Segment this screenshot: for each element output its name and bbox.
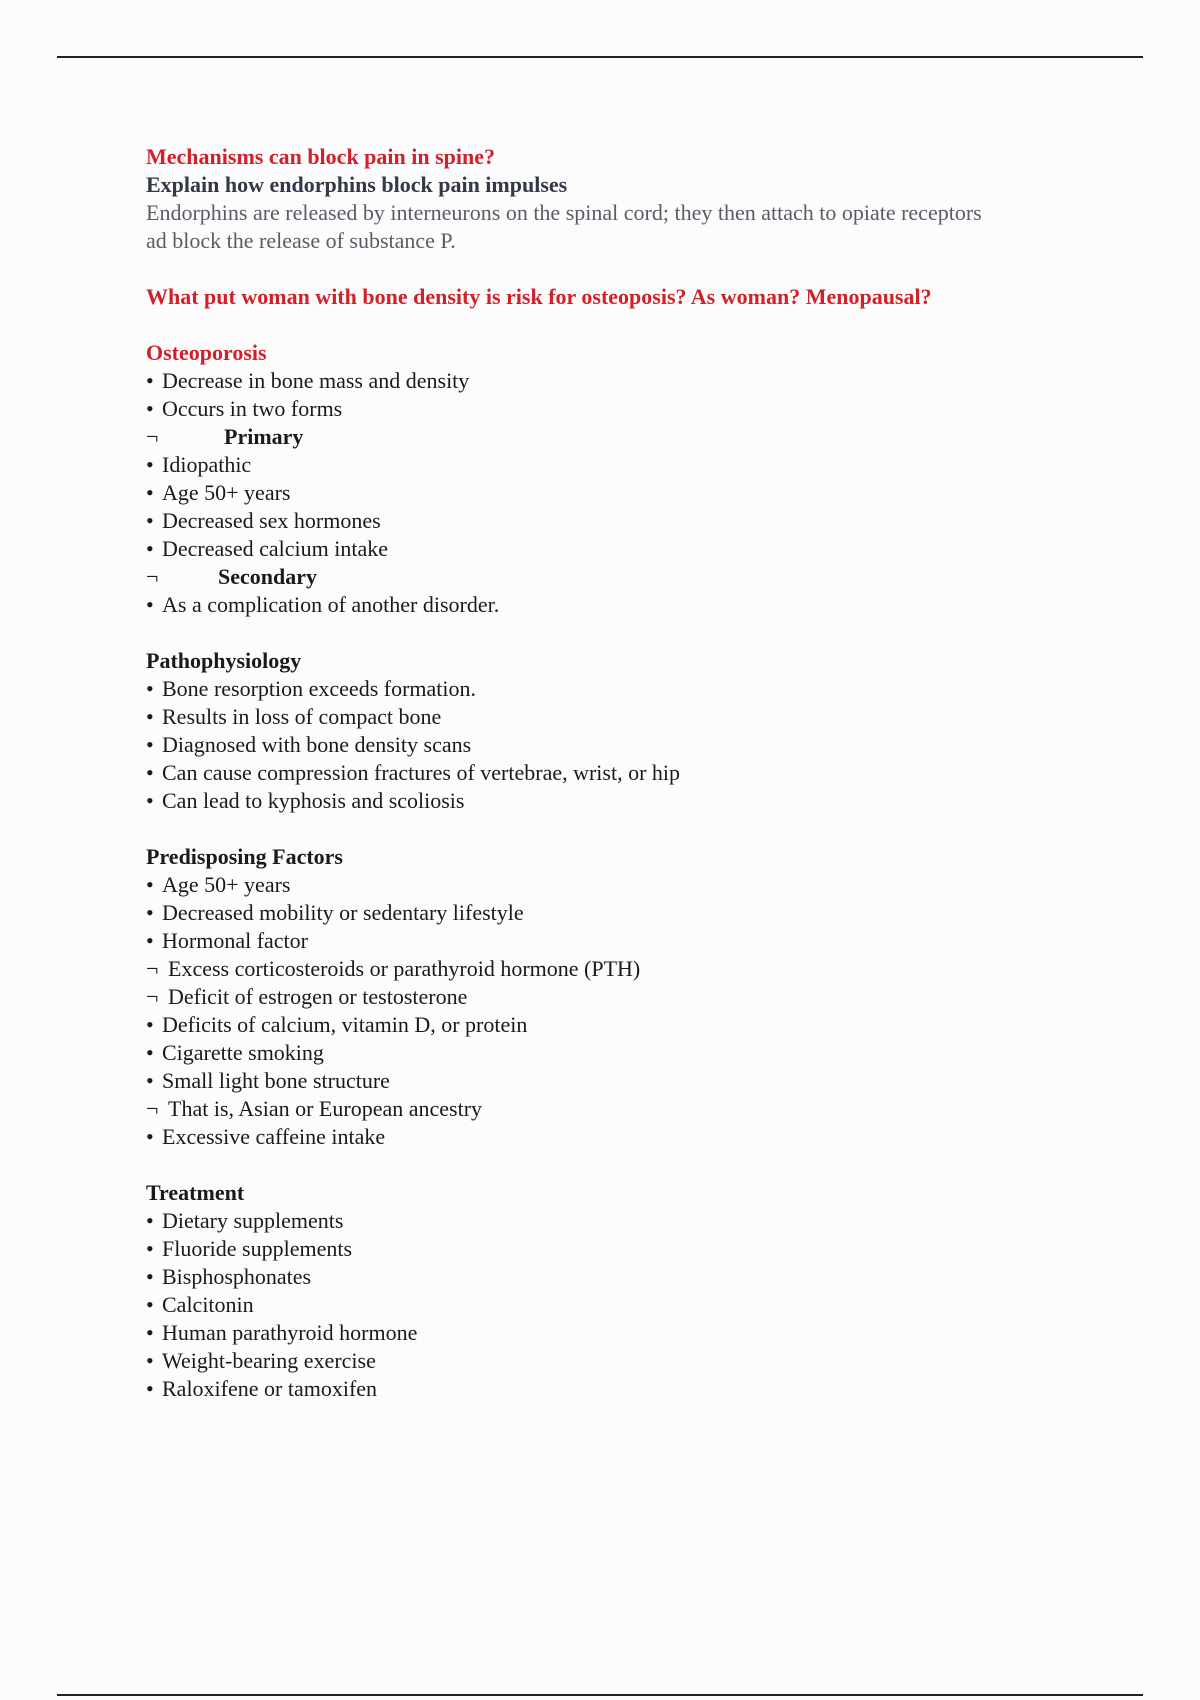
question-1-answer-line-2: ad block the release of substance P.	[146, 228, 456, 253]
pathophysiology-heading: Pathophysiology	[146, 648, 302, 673]
footer-rule	[57, 1694, 1143, 1696]
list-item: • Age 50+ years	[146, 480, 291, 505]
list-item: • Calcitonin	[146, 1292, 254, 1317]
list-item: • Can cause compression fractures of vertebrae, wrist, or hip	[146, 760, 681, 785]
treatment-heading: Treatment	[146, 1180, 245, 1205]
predisposing-factors-heading: Predisposing Factors	[146, 844, 343, 869]
list-item: • Occurs in two forms	[146, 396, 343, 421]
osteoporosis-heading: Osteoporosis	[146, 340, 267, 365]
list-item: • Deficits of calcium, vitamin D, or protein	[146, 1012, 528, 1037]
list-item: • Bone resorption exceeds formation.	[146, 676, 477, 701]
list-item: • Results in loss of compact bone	[146, 704, 442, 729]
list-item: • Decrease in bone mass and density	[146, 368, 470, 393]
list-item: • As a complication of another disorder.	[146, 592, 500, 617]
sub-list-item: ¬ Deficit of estrogen or testosterone	[146, 984, 468, 1009]
question-1-subtitle: Explain how endorphins block pain impulses	[146, 172, 568, 197]
list-item: • Fluoride supplements	[146, 1236, 353, 1261]
list-item: • Raloxifene or tamoxifen	[146, 1376, 378, 1401]
list-item: • Weight-bearing exercise	[146, 1348, 376, 1373]
list-item: • Age 50+ years	[146, 872, 291, 897]
list-item: • Decreased calcium intake	[146, 536, 388, 561]
primary-subheading: ¬ Primary	[146, 424, 304, 449]
secondary-subheading: ¬ Secondary	[146, 564, 317, 589]
list-item: • Decreased sex hormones	[146, 508, 381, 533]
sub-list-item: ¬ Excess corticosteroids or parathyroid hormone (PTH)	[146, 956, 641, 981]
list-item: • Small light bone structure	[146, 1068, 390, 1093]
question-1-answer-line-1: Endorphins are released by interneurons on the spinal cord; they then attach to opiate receptors	[146, 200, 982, 225]
list-item: • Diagnosed with bone density scans	[146, 732, 472, 757]
list-item: • Excessive caffeine intake	[146, 1124, 386, 1149]
list-item: • Dietary supplements	[146, 1208, 344, 1233]
question-2-title: What put woman with bone density is risk for osteoposis? As woman? Menopausal?	[146, 284, 932, 309]
list-item: • Cigarette smoking	[146, 1040, 324, 1065]
list-item: • Bisphosphonates	[146, 1264, 312, 1289]
list-item: • Can lead to kyphosis and scoliosis	[146, 788, 465, 813]
list-item: • Hormonal factor	[146, 928, 308, 953]
list-item: • Idiopathic	[146, 452, 252, 477]
sub-list-item: ¬ That is, Asian or European ancestry	[146, 1096, 483, 1121]
question-1-title: Mechanisms can block pain in spine?	[146, 144, 496, 169]
list-item: • Human parathyroid hormone	[146, 1320, 418, 1345]
document-body	[146, 143, 1086, 1403]
list-item: • Decreased mobility or sedentary lifestyle	[146, 900, 524, 925]
header-rule	[57, 56, 1143, 58]
